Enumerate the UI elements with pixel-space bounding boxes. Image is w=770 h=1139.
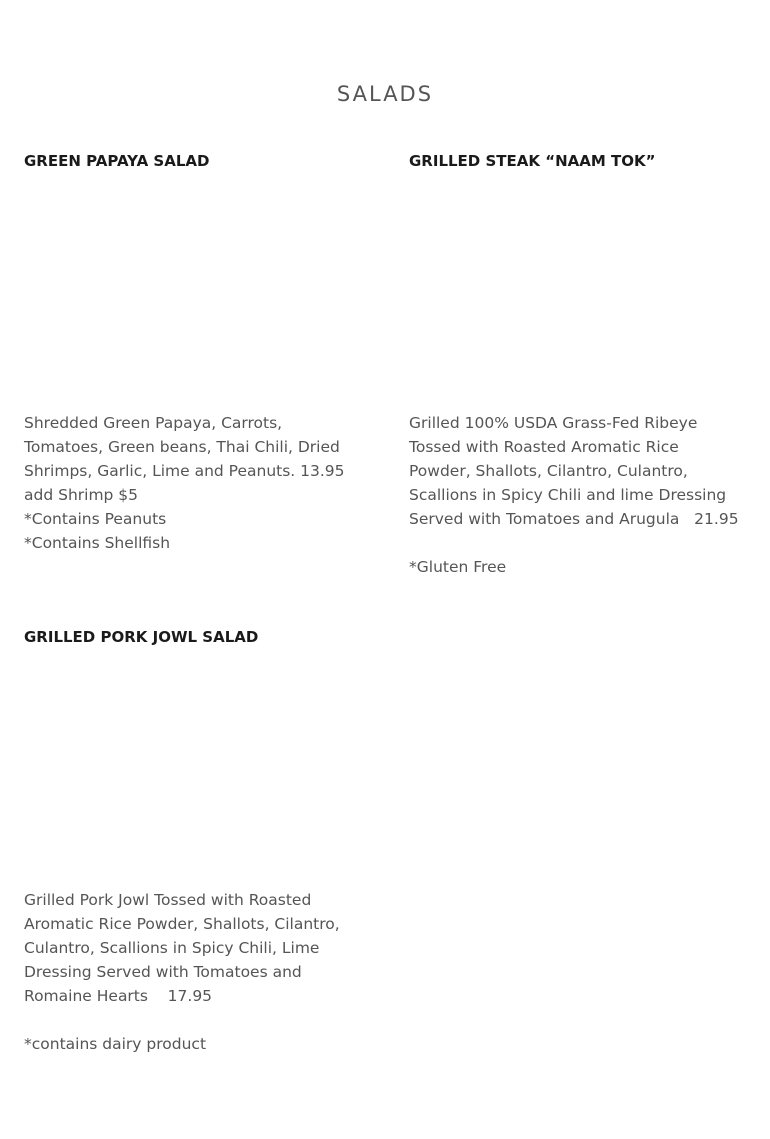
section-title: SALADS [336,82,434,106]
description-line: Grilled 100% USDA Grass-Fed Ribeye [409,414,698,432]
description-line: Aromatic Rice Powder, Shallots, Cilantro, [24,915,340,933]
description-line: Shrimps, Garlic, Lime and Peanuts. 13.95 [24,462,345,480]
description-line: Shredded Green Papaya, Carrots, [24,414,283,432]
allergen-note: *Contains Shellfish [24,534,171,552]
description-line: add Shrimp $5 [24,486,139,504]
menu-item-grilled-steak-naam-tok [409,151,749,171]
dietary-note: *Gluten Free [409,558,507,576]
menu-item-title: GRILLED STEAK “NAAM TOK” [409,152,656,170]
menu-item-description [409,411,759,579]
menu-item-description [24,411,364,555]
menu-item-title: GRILLED PORK JOWL SALAD [24,628,259,646]
description-line: Tossed with Roasted Aromatic Rice [409,438,679,456]
description-line: Culantro, Scallions in Spicy Chili, Lime [24,939,320,957]
description-line: Dressing Served with Tomatoes and [24,963,302,981]
description-line: Served with Tomatoes and Arugula 21.95 [409,510,739,528]
description-line: Powder, Shallots, Cilantro, Culantro, [409,462,688,480]
menu-item-green-papaya-salad [24,151,364,171]
description-line: Grilled Pork Jowl Tossed with Roasted [24,891,312,909]
description-line: Tomatoes, Green beans, Thai Chili, Dried [24,438,340,456]
spacer [24,1008,364,1032]
allergen-note: *Contains Peanuts [24,510,167,528]
dietary-note: *contains dairy product [24,1035,207,1053]
menu-item-description [24,888,364,1056]
menu-item-title: GREEN PAPAYA SALAD [24,152,210,170]
description-line: Scallions in Spicy Chili and lime Dressing [409,486,727,504]
menu-item-grilled-pork-jowl-salad [24,627,364,647]
spacer [409,531,759,555]
description-line: Romaine Hearts 17.95 [24,987,213,1005]
